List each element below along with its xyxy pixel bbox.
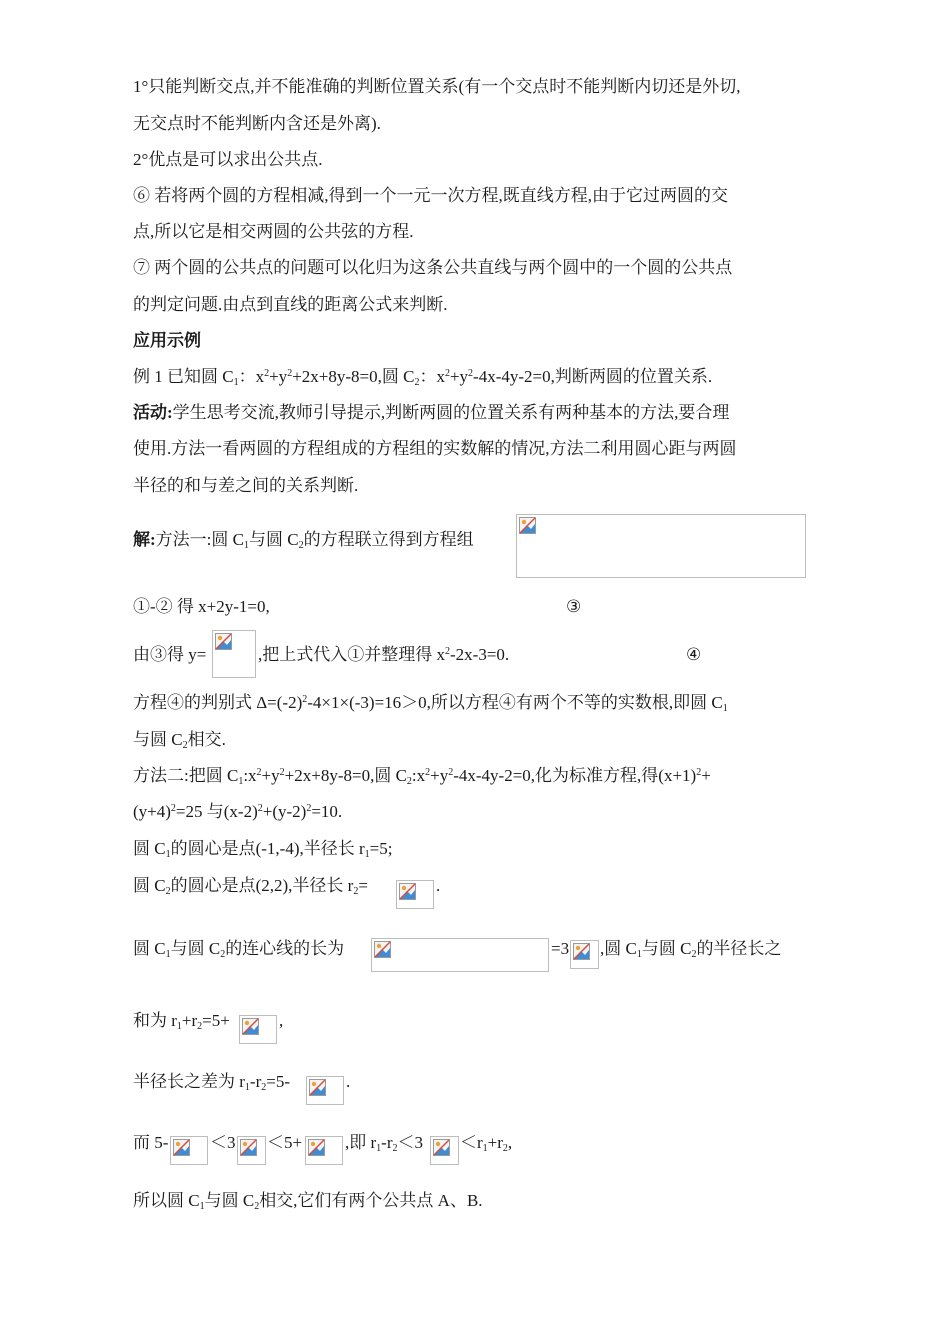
text-line: 无交点时不能判断内含还是外离). [133, 114, 381, 133]
text-line: 1°只能判断交点,并不能准确的判断位置关系(有一个交点时不能判断内切还是外切, [133, 77, 741, 96]
equation-marker: ③ [566, 597, 582, 616]
example-1: 例 1 已知圆 $C_1$：$x^2+y^2+2x+8y-8=0$,圆 $C_2$：$x^2+y^2-4x-4y-2=0$,判断两圆的位置关系. [133, 367, 713, 388]
circle2-line: 圆 $C_2$的圆心是点(2,2),半径长 $r_2=$ [133, 876, 368, 897]
activity: 活动:学生思考交流,教师引导提示,判断两圆的位置关系有两种基本的方法,要合理 [133, 403, 730, 422]
formula-image [570, 940, 599, 969]
text-line: , [279, 1011, 284, 1030]
text-line: . [436, 876, 441, 895]
formula-image [306, 1076, 344, 1105]
equation-system-image [516, 514, 806, 578]
text-line: ⑥ 若将两个圆的方程相减,得到一个一元一次方程,既直线方程,由于它过两圆的交 [133, 186, 728, 205]
difference-line: 半径长之差为 $r_1-r_2=5-$ [133, 1072, 290, 1093]
text-line: ,圆 $C_1$与圆 $C_2$的半径长之 [600, 939, 782, 960]
formula-image [396, 880, 434, 909]
solution-line: 解:方法一:圆 $C_1$与圆 $C_2$的方程联立得到方程组 [133, 530, 474, 551]
text-line: 与圆 $C_2$相交. [133, 730, 226, 751]
text-line: $<r_1+r_2$, [460, 1133, 513, 1154]
text-line: ,即 $r_1-r_2<3$ [345, 1133, 423, 1154]
conclusion-line: 所以圆 $C_1$与圆 $C_2$相交,它们有两个公共点 A、B. [133, 1191, 483, 1212]
inequality-line: 而 5- [133, 1133, 169, 1152]
formula-image [371, 938, 549, 972]
text-line: ⑦ 两个圆的公共点的问题可以化归为这条公共直线与两个圆中的一个圆的公共点 [133, 258, 733, 277]
sum-line: 和为 $r_1+r_2=5+$ [133, 1011, 230, 1032]
section-heading: 应用示例 [133, 331, 201, 350]
text-line: 点,所以它是相交两圆的公共弦的方程. [133, 222, 414, 241]
text-line: =3 [551, 939, 570, 958]
distance-line: 圆 $C_1$与圆 $C_2$的连心线的长为 [133, 939, 345, 960]
text-line: . [346, 1072, 351, 1091]
formula-image [430, 1136, 459, 1165]
text-line: 使用.方法一看两圆的方程组成的方程组的实数解的情况,方法二利用圆心距与两圆 [133, 439, 737, 458]
step-line: ①-② 得 x+2y-1=0, [133, 597, 270, 616]
equation-marker: ④ [686, 645, 702, 664]
text-line: ＜5+ [267, 1133, 303, 1152]
step-line: ,把上式代入①并整理得 $x^2-2x-3=0$. [258, 645, 510, 664]
formula-image [170, 1136, 208, 1165]
discriminant-line: 方程④的判别式 $\Delta=(-2)^2-4\times 1\times(-3)=16>0$,所以方程④有两个不等的实数根,即圆 $C_1$ [133, 693, 728, 714]
method2-line: 方法二:把圆 $C_1:x^2+y^2+2x+8y-8=0$,圆 $C_2:x^2+y^2-4x-4y-2=0$,化为标准方程,得$(x+1)^2+$ [133, 766, 711, 787]
text-line: 的判定问题.由点到直线的距离公式来判断. [133, 295, 448, 314]
text-line: 2°优点是可以求出公共点. [133, 150, 323, 169]
formula-image [305, 1136, 343, 1165]
text-line: $(y+4)^2=25$ 与$(x-2)^2+(y-2)^2=10$. [133, 802, 343, 821]
formula-image [212, 630, 256, 678]
circle1-line: 圆 $C_1$的圆心是点(-1,-4),半径长 $r_1=5$; [133, 839, 393, 860]
text-line: ＜3 [210, 1133, 236, 1152]
formula-image [237, 1136, 266, 1165]
step-line: 由③得 y= [133, 645, 207, 664]
text-line: 半径的和与差之间的关系判断. [133, 476, 359, 495]
formula-image [239, 1015, 277, 1044]
